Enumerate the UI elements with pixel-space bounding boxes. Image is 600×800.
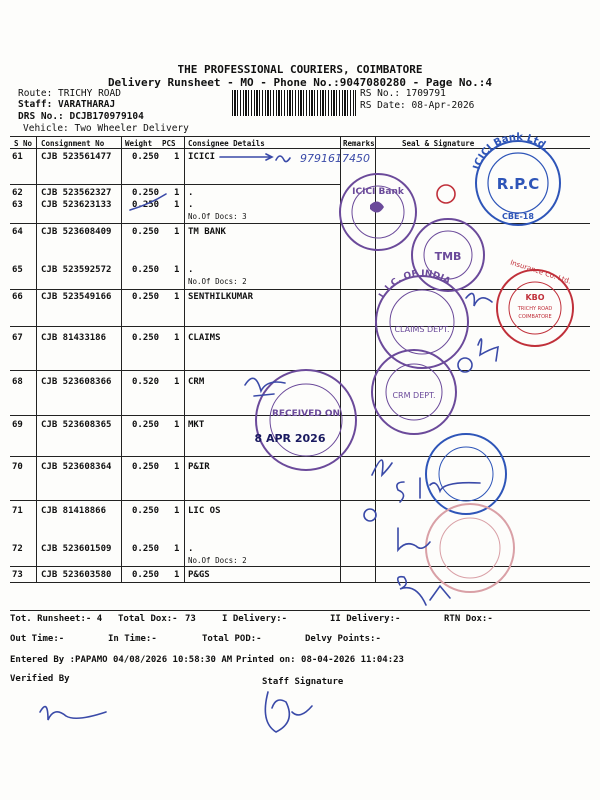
entered-by: Entered By :PAPAMO 04/08/2026 10:58:30 AM	[10, 655, 233, 665]
row-pcs: 1	[174, 188, 180, 198]
row-consignee: P&IR	[188, 462, 210, 472]
row-weight: 0.250	[132, 265, 160, 275]
col-pcs: PCS	[162, 139, 176, 148]
svg-text:COIMBATORE: COIMBATORE	[518, 314, 552, 320]
row-consignment: CJB 523608366	[41, 377, 112, 387]
row-consignment: CJB 523608364	[41, 462, 112, 472]
printed-on: Printed on: 08-04-2026 11:04:23	[236, 655, 404, 665]
svg-text:ICICI Bank: ICICI Bank	[352, 187, 404, 197]
row-consignment: CJB 81433186	[41, 333, 107, 343]
row-consignment: CJB 523601509	[41, 544, 112, 554]
row-pcs: 1	[174, 200, 180, 210]
row-sno: 70	[12, 462, 23, 472]
col-consignee: Consignee Details	[188, 139, 265, 148]
row-sno: 73	[12, 570, 23, 580]
row-weight: 0.250	[132, 462, 160, 472]
row-consignee: MKT	[188, 420, 205, 430]
row-consignee: .	[188, 544, 194, 554]
col-weight: Weight	[125, 139, 153, 148]
row-consignment: CJB 523592572	[41, 265, 112, 275]
total-dox-value: 73	[185, 614, 196, 624]
row-docs-count: No.Of Docs: 3	[188, 212, 247, 221]
row-weight: 0.250	[132, 200, 160, 210]
row-consignment: CJB 523603580	[41, 570, 112, 580]
col-seal: Seal & Signature	[402, 139, 475, 148]
row-sno: 61	[12, 152, 23, 162]
runsheet-subtitle: Delivery Runsheet - MO - Phone No.:9047080280 - Page No.:4	[107, 76, 493, 89]
row-docs-count: No.Of Docs: 2	[188, 556, 247, 565]
company-title: THE PROFESSIONAL COURIERS, COIMBATORE	[177, 63, 423, 76]
row-sno: 67	[12, 333, 23, 343]
rtn-dox: RTN Dox:-	[444, 614, 493, 624]
verified-by-label: Verified By	[10, 674, 70, 684]
svg-text:Insurance Co. Ltd.: Insurance Co. Ltd.	[509, 258, 572, 286]
row-weight: 0.250	[132, 188, 160, 198]
svg-text:CRM DEPT.: CRM DEPT.	[392, 391, 436, 400]
staff-signature-label: Staff Signature	[262, 677, 344, 687]
out-time: Out Time:-	[10, 634, 65, 644]
col-sno: S No	[14, 139, 33, 148]
total-dox-label: Total Dox:-	[118, 614, 178, 624]
delvy-points: Delvy Points:-	[305, 634, 381, 644]
row-sno: 72	[12, 544, 23, 554]
row-consignment: CJB 523608409	[41, 227, 112, 237]
row-pcs: 1	[174, 544, 180, 554]
row-pcs: 1	[174, 377, 180, 387]
row-sno: 66	[12, 292, 23, 302]
svg-text:KBO: KBO	[525, 293, 545, 302]
svg-text:TMB: TMB	[434, 250, 462, 263]
row-weight: 0.250	[132, 570, 160, 580]
icici-rpc-stamp	[472, 132, 560, 225]
vehicle: Vehicle: Two Wheeler Delivery	[23, 123, 189, 134]
row-consignee: .	[188, 188, 194, 198]
row-weight: 0.520	[132, 377, 160, 387]
svg-text:ICICI Bank Ltd.: ICICI Bank Ltd.	[471, 131, 551, 171]
row-consignee: CLAIMS	[188, 333, 221, 343]
row-sno: 64	[12, 227, 23, 237]
svg-text:CBE-18: CBE-18	[502, 212, 534, 221]
col-remarks: Remarks	[343, 139, 375, 148]
row-consignee: .	[188, 200, 194, 210]
row-pcs: 1	[174, 462, 180, 472]
svg-text:L.I.C. OF INDIA: L.I.C. OF INDIA	[377, 268, 452, 301]
insurance-kbo-stamp	[497, 258, 573, 346]
staff: Staff: VARATHARAJ	[18, 99, 116, 110]
rs-date: RS Date: 08-Apr-2026	[360, 100, 475, 111]
row-weight: 0.250	[132, 420, 160, 430]
row-sno: 68	[12, 377, 23, 387]
rs-number: RS No.: 1709791	[360, 88, 446, 99]
row-weight: 0.250	[132, 152, 160, 162]
row-weight: 0.250	[132, 227, 160, 237]
row-pcs: 1	[174, 227, 180, 237]
received-on-stamp	[255, 370, 356, 470]
svg-text:TRICHY ROAD: TRICHY ROAD	[517, 306, 553, 312]
row-pcs: 1	[174, 152, 180, 162]
svg-text:8 APR 2026: 8 APR 2026	[254, 432, 326, 445]
drs-number: DRS No.: DCJB170979104	[18, 111, 144, 122]
ii-delivery: II Delivery:-	[330, 614, 401, 624]
icici-branch-stamp	[340, 174, 416, 250]
row-consignee: LIC OS	[188, 506, 221, 516]
row-weight: 0.250	[132, 292, 160, 302]
faded-stamp	[426, 504, 514, 592]
row-docs-count: No.Of Docs: 2	[188, 277, 247, 286]
row-consignment: CJB 523623133	[41, 200, 112, 210]
row-sno: 65	[12, 265, 23, 275]
svg-text:9791617450: 9791617450	[300, 152, 370, 165]
tot-runsheet: Tot. Runsheet:- 4	[10, 614, 103, 624]
row-pcs: 1	[174, 333, 180, 343]
row-consignment: CJB 523549166	[41, 292, 112, 302]
row-pcs: 1	[174, 292, 180, 302]
row-consignee: TM BANK	[188, 227, 226, 237]
row-consignment: CJB 81418866	[41, 506, 107, 516]
row-pcs: 1	[174, 265, 180, 275]
row-pcs: 1	[174, 506, 180, 516]
route: Route: TRICHY ROAD	[18, 88, 121, 99]
row-consignee: ICICI	[188, 152, 216, 162]
total-pod: Total POD:-	[202, 634, 262, 644]
svg-text:RECEIVED ON: RECEIVED ON	[271, 409, 341, 419]
in-time: In Time:-	[108, 634, 157, 644]
row-consignment: CJB 523561477	[41, 152, 112, 162]
row-consignment: CJB 523608365	[41, 420, 112, 430]
row-sno: 69	[12, 420, 23, 430]
row-consignee: .	[188, 265, 194, 275]
row-weight: 0.250	[132, 333, 160, 343]
row-pcs: 1	[174, 570, 180, 580]
row-weight: 0.250	[132, 506, 160, 516]
row-sno: 71	[12, 506, 23, 516]
row-pcs: 1	[174, 420, 180, 430]
lic-blue-stamp	[426, 434, 506, 514]
row-sno: 63	[12, 200, 23, 210]
row-weight: 0.250	[132, 544, 160, 554]
lic-claims-stamp	[376, 269, 468, 368]
row-consignment: CJB 523562327	[41, 188, 112, 198]
svg-text:CLAIMS DEPT.: CLAIMS DEPT.	[394, 325, 450, 334]
svg-text:R.P.C: R.P.C	[496, 175, 540, 193]
row-consignee: SENTHILKUMAR	[188, 292, 254, 302]
row-sno: 62	[12, 188, 23, 198]
col-consignment: Consignment No	[41, 139, 105, 148]
lic-crm-stamp	[372, 350, 456, 434]
i-delivery: I Delivery:-	[222, 614, 288, 624]
row-consignee: CRM	[188, 377, 205, 387]
row-consignee: P&GS	[188, 570, 210, 580]
